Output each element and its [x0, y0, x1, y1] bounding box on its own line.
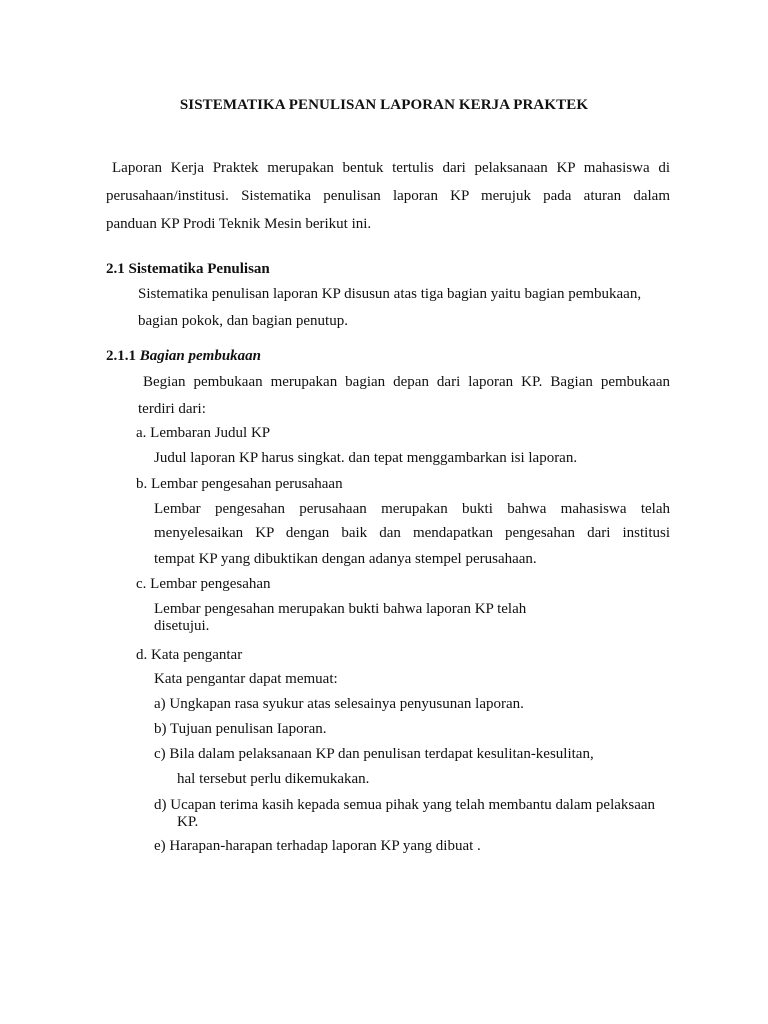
- item-b-line-2: menyelesaikan KP dengan baik dan mendapatkan pengesahan dari institusi: [154, 525, 670, 541]
- section-2-1-line-1: Sistematika penulisan laporan KP disusun atas tiga bagian yaitu bagian pembukaan,: [138, 286, 642, 302]
- intro-line-1: Laporan Kerja Praktek merupakan bentuk tertulis dari pelaksanaan KP mahasiswa di: [112, 160, 670, 176]
- item-d-sub-c-line-2: hal tersebut perlu dikemukakan.: [177, 771, 370, 787]
- item-d-intro: Kata pengantar dapat memuat:: [154, 671, 338, 687]
- section-heading-2-1-1: [106, 348, 261, 365]
- item-a-line-1: Judul laporan KP harus singkat. dan tepat menggambarkan isi laporan.: [154, 450, 578, 466]
- item-d-sub-c-line-1: c) Bila dalam pelaksanaan KP dan penulisan terdapat kesulitan-kesulitan,: [154, 746, 594, 762]
- item-b-line-3: tempat KP yang dibuktikan dengan adanya stempel perusahaan.: [154, 551, 537, 567]
- section-number: 2.1.1: [106, 348, 136, 364]
- item-c-label: c. Lembar pengesahan: [136, 576, 271, 592]
- section-title: Bagian pembukaan: [139, 348, 262, 364]
- item-d-sub-e: e) Harapan-harapan terhadap laporan KP yang dibuat .: [154, 838, 481, 854]
- item-a-label: a. Lembaran Judul KP: [136, 425, 271, 441]
- section-2-1-1-line-2: terdiri dari:: [138, 401, 206, 417]
- section-2-1-1-line-1: Begian pembukaan merupakan bagian depan dari laporan KP. Bagian pembukaan: [143, 374, 670, 390]
- intro-line-3: panduan KP Prodi Teknik Mesin berikut ini.: [106, 216, 372, 232]
- item-c-line-2: disetujui.: [154, 618, 210, 634]
- item-b-line-1: Lembar pengesahan perusahaan merupakan bukti bahwa mahasiswa telah: [154, 501, 670, 517]
- section-heading-2-1: 2.1 Sistematika Penulisan: [106, 261, 270, 277]
- section-2-1-line-2: bagian pokok, dan bagian penutup.: [138, 313, 348, 329]
- item-c-line-1: Lembar pengesahan merupakan bukti bahwa laporan KP telah: [154, 601, 527, 617]
- item-d-sub-b: b) Tujuan penulisan Iaporan.: [154, 721, 327, 737]
- intro-line-2: perusahaan/institusi. Sistematika penulisan laporan KP merujuk pada aturan dalam: [106, 188, 670, 204]
- page-title: SISTEMATIKA PENULISAN LAPORAN KERJA PRAKTEK: [179, 97, 589, 113]
- item-b-label: b. Lembar pengesahan perusahaan: [136, 476, 343, 492]
- item-d-sub-a: a) Ungkapan rasa syukur atas selesainya penyusunan laporan.: [154, 696, 524, 712]
- item-d-sub-d-line-2: KP.: [177, 814, 199, 830]
- item-d-label: d. Kata pengantar: [136, 647, 243, 663]
- item-d-sub-d-line-1: d) Ucapan terima kasih kepada semua pihak yang telah membantu dalam pelaksaan: [154, 797, 656, 813]
